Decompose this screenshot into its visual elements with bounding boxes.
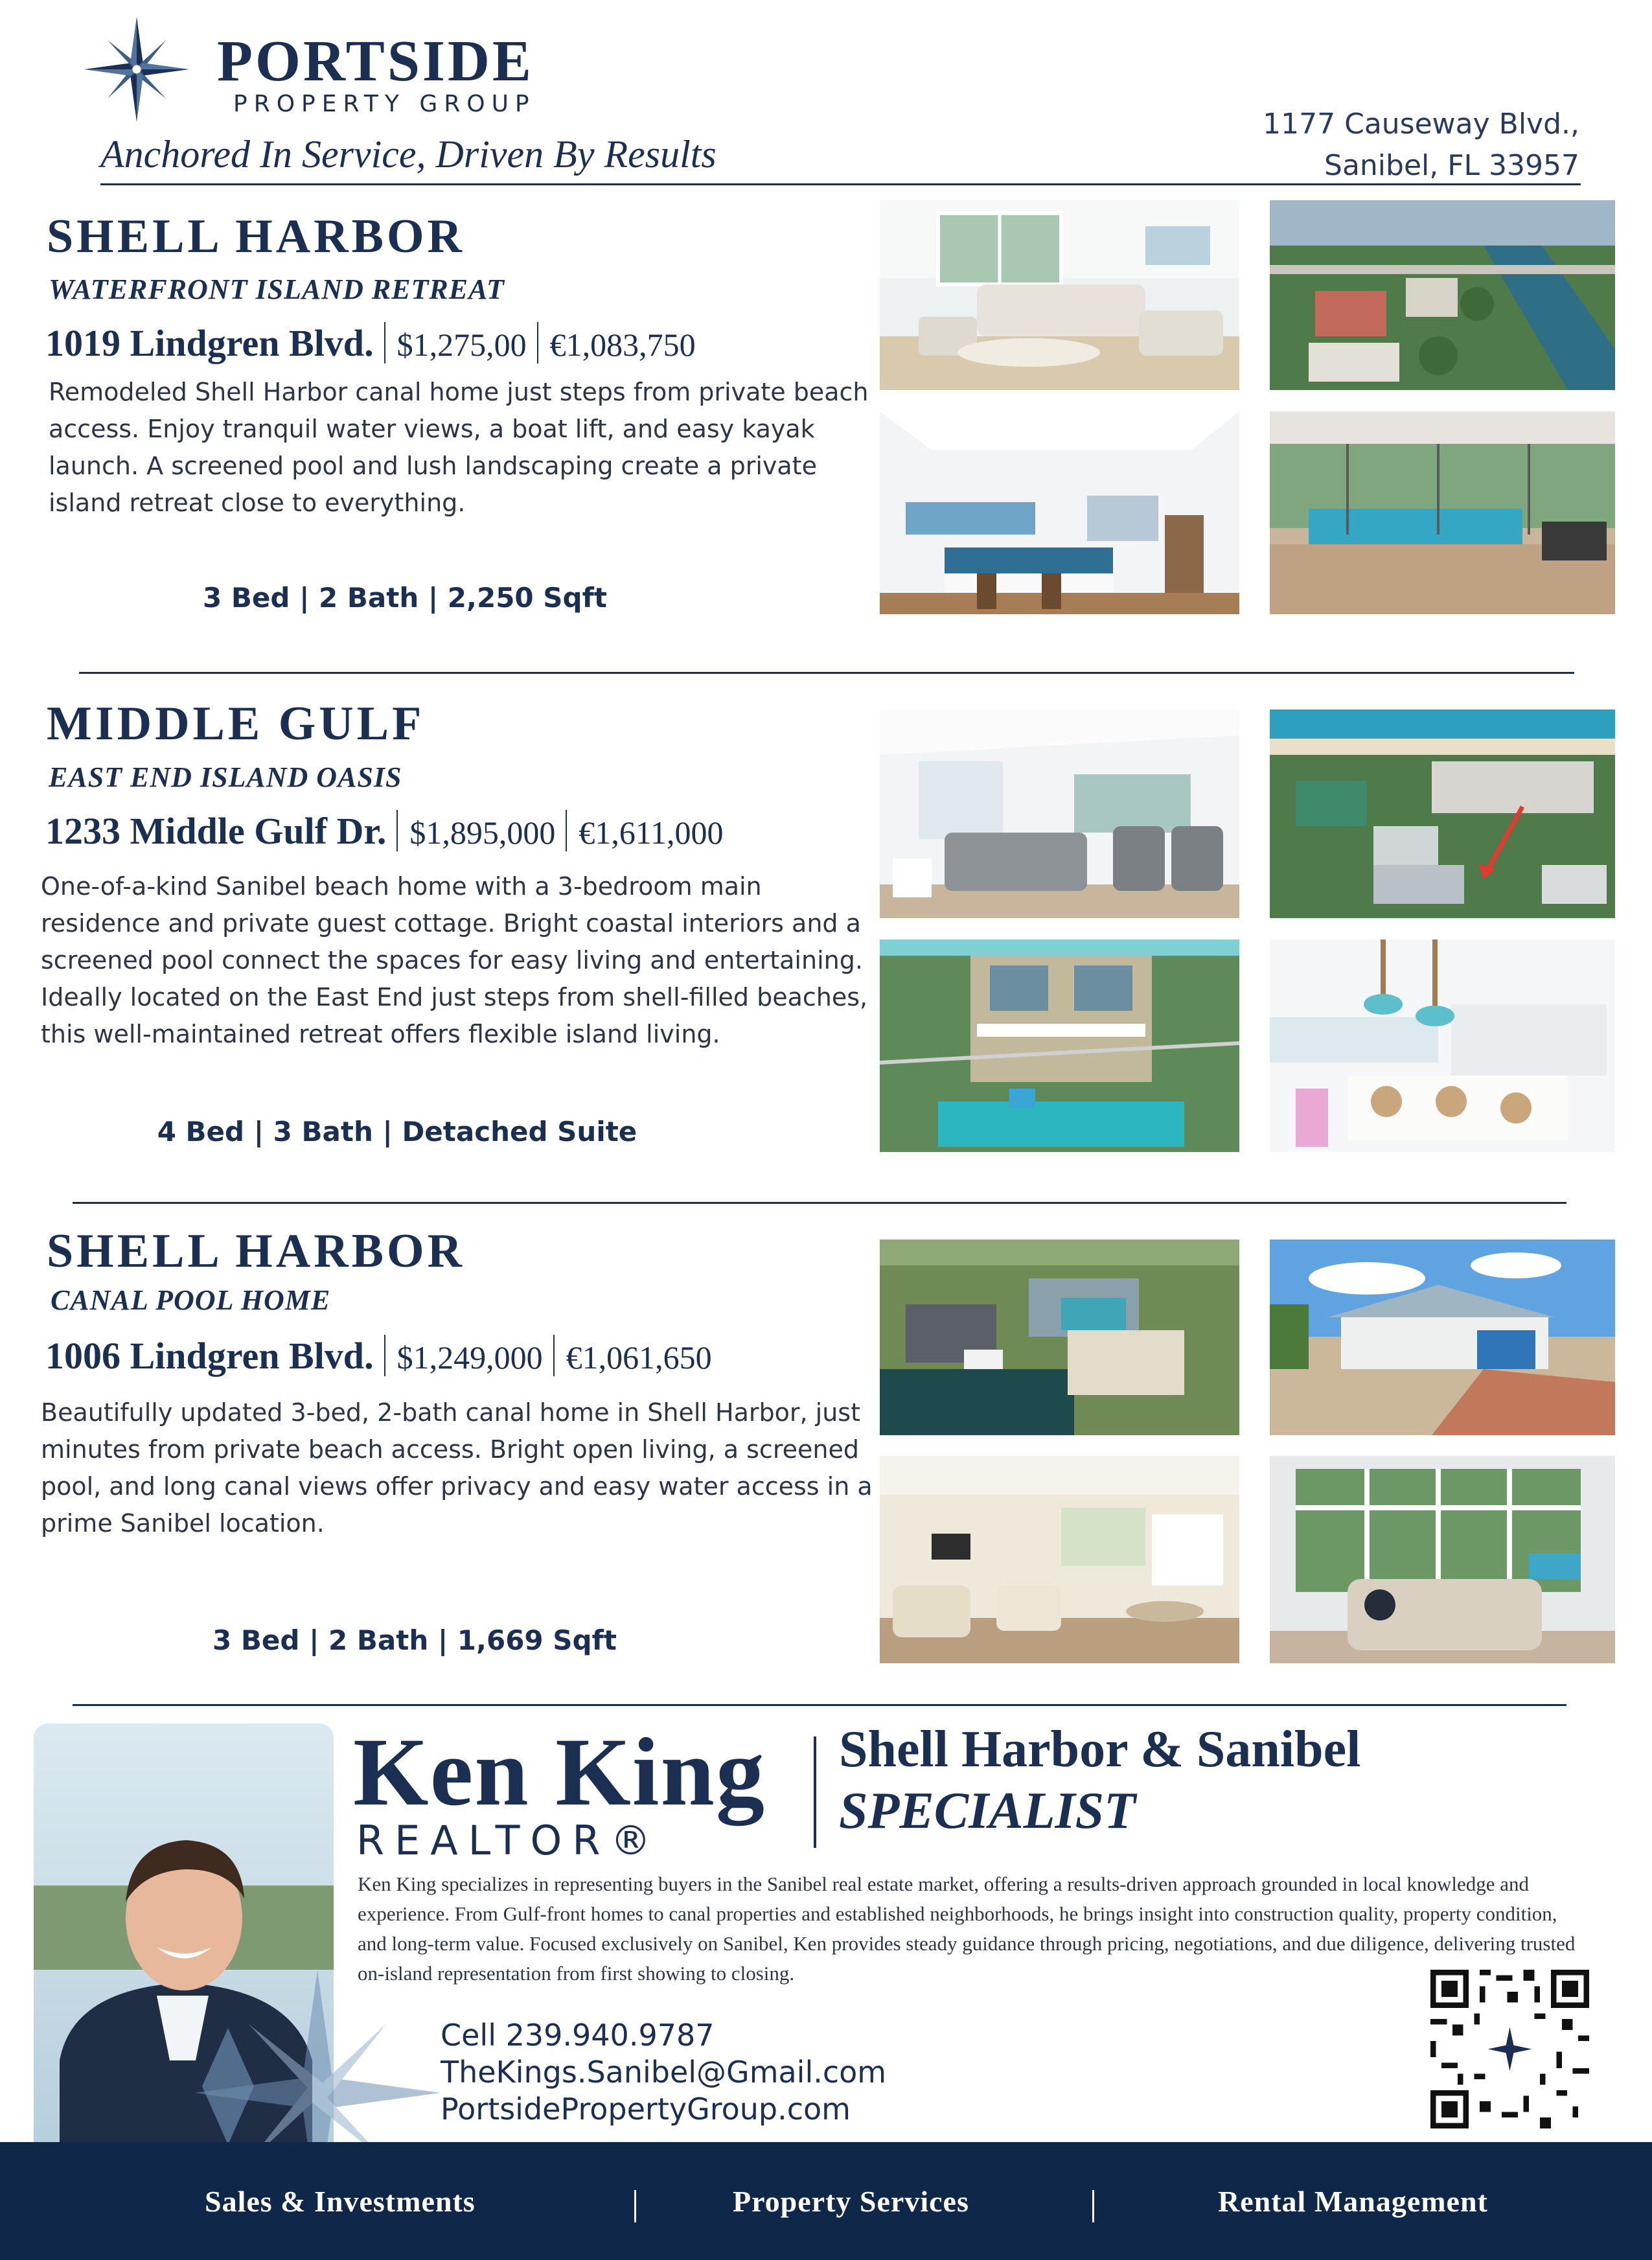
footer-link-sales[interactable]: Sales & Investments [205, 2185, 476, 2218]
listing-description: Remodeled Shell Harbor canal home just steps from private beach access. Enjoy tranquil water views, a boat lift, and easy kayak launch. A screened pool and lush landscaping create a private island retreat close to everything. [49, 378, 869, 517]
listing-stats: 4 Bed | 3 Bath | Detached Suite [157, 1116, 637, 1147]
deck-pool-photo[interactable] [880, 940, 1239, 1152]
price-usd: $1,275,00 [396, 327, 527, 363]
brand-subtitle: PROPERTY GROUP [233, 91, 536, 117]
listing-title: MIDDLE GULF [47, 697, 425, 750]
listing-subtitle: WATERFRONT ISLAND RETREAT [49, 273, 505, 305]
listing-subtitle: EAST END ISLAND OASIS [49, 761, 402, 793]
specialty-line-2: SPECIALIST [839, 1782, 1136, 1839]
price-divider [384, 322, 385, 363]
kitchen-photo[interactable] [880, 411, 1239, 614]
brand-tagline: Anchored In Service, Driven By Results [100, 133, 717, 176]
listing-description: One-of-a-kind Sanibel beach home with a 3-bedroom main residence and private guest cottage. Bright coastal interiors and a screened pool connect the spaces for easy living and entertaining. Ideally located on the East End just steps from shell-filled beaches, this well-maintained retreat offers flexible island living. [41, 872, 868, 1048]
listing-address-price [45, 322, 696, 363]
address-line-1: 1177 Causeway Blvd., [1263, 108, 1579, 141]
price-eur: €1,611,000 [579, 814, 724, 851]
footer-link-property-services[interactable]: Property Services [733, 2185, 969, 2218]
address-line-2: Sanibel, FL 33957 [1324, 149, 1579, 182]
price-divider [553, 1335, 555, 1376]
specialty-line-1: Shell Harbor & Sanibel [839, 1721, 1361, 1778]
price-divider [537, 322, 538, 363]
brand-name: PORTSIDE [217, 29, 534, 93]
living-dining-photo[interactable] [880, 1456, 1239, 1663]
listing-address-price [45, 810, 724, 851]
price-divider [566, 810, 567, 851]
screened-pool-photo[interactable] [1270, 411, 1615, 614]
aerial-canal-photo[interactable] [1270, 200, 1615, 390]
house-exterior-photo[interactable] [1270, 1240, 1615, 1435]
agent-name: Ken King [353, 1718, 766, 1826]
price-divider [384, 1335, 385, 1376]
footer-divider [634, 2190, 636, 2222]
listing-stats: 3 Bed | 2 Bath | 2,250 Sqft [203, 582, 607, 614]
listing-address: 1006 Lindgren Blvd. [45, 1335, 374, 1377]
listing-title: SHELL HARBOR [47, 1225, 466, 1278]
sunroom-photo[interactable] [1270, 1456, 1615, 1663]
living-room-photo[interactable] [880, 709, 1239, 918]
price-usd: $1,249,000 [396, 1339, 543, 1376]
agent-role: REALTOR® [356, 1817, 661, 1864]
agent-divider [814, 1736, 816, 1848]
listing-address: 1233 Middle Gulf Dr. [45, 810, 387, 852]
price-usd: $1,895,000 [409, 814, 556, 851]
agent-bio: Ken King specializes in representing buyers in the Sanibel real estate market, offering a results-driven approach grounded in local knowledge and experience. From Gulf-front homes to canal properties and established neighborhoods, he brings insight into construction quality, property condition, and long-term value. Focused exclusively on Sanibel, Ken provides steady guidance through pricing, negotiations, and due diligence, delivering trusted on-island representation from first showing to closing. [358, 1873, 1576, 1985]
agent-website[interactable]: PortsidePropertyGroup.com [441, 2092, 851, 2127]
listing-stats: 3 Bed | 2 Bath | 1,669 Sqft [212, 1624, 617, 1656]
living-room-photo[interactable] [880, 200, 1239, 390]
listing-address-price [45, 1335, 712, 1376]
price-eur: €1,061,650 [566, 1339, 712, 1376]
aerial-canal-photo[interactable] [880, 1240, 1239, 1435]
footer-divider [1092, 2190, 1094, 2222]
aerial-beach-photo[interactable] [1270, 709, 1615, 918]
section-divider [73, 1704, 1566, 1706]
price-eur: €1,083,750 [549, 327, 696, 363]
qr-code-icon[interactable] [1430, 1970, 1589, 2128]
listing-title: SHELL HARBOR [47, 210, 466, 263]
price-divider [396, 810, 398, 851]
agent-cell[interactable]: Cell 239.940.9787 [441, 2018, 715, 2053]
dining-kitchen-photo[interactable] [1270, 940, 1615, 1152]
listing-subtitle: CANAL POOL HOME [51, 1284, 331, 1316]
section-divider [73, 1202, 1566, 1204]
agent-email[interactable]: TheKings.Sanibel@Gmail.com [441, 2055, 887, 2090]
listing-address: 1019 Lindgren Blvd. [45, 322, 374, 364]
office-address [1263, 104, 1579, 187]
section-divider [79, 672, 1574, 674]
listing-description: Beautifully updated 3-bed, 2-bath canal home in Shell Harbor, just minutes from private beach access. Bright open living, a screened pool, and long canal views offer privacy and easy water access in a prime Sanibel location. [41, 1398, 873, 1538]
compass-star-logo-icon [84, 14, 189, 124]
footer-link-rental[interactable]: Rental Management [1218, 2185, 1488, 2218]
